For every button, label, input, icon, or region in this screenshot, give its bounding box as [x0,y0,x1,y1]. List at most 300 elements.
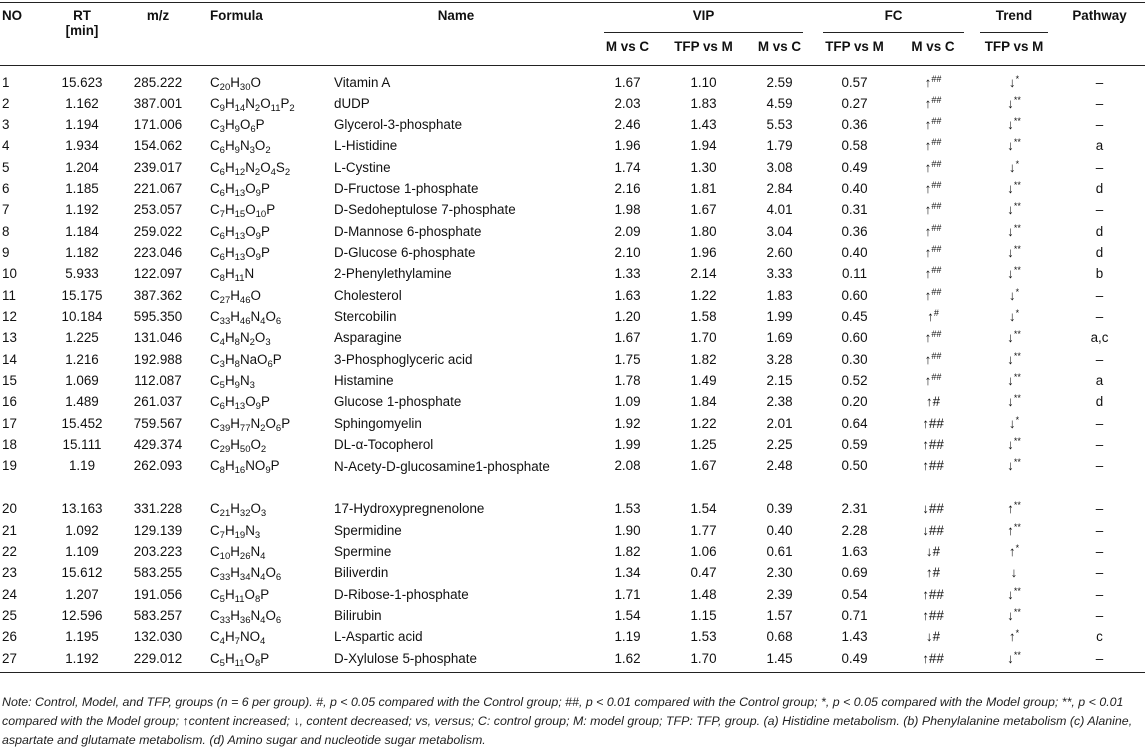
formula-part: 11 [270,102,281,114]
cell-vip-m-vs-c-2: 1.57 [766,608,793,624]
cell-fc-tfp-vs-m: 0.27 [841,95,868,111]
cell-formula [200,542,322,563]
formula-part: 2 [260,422,266,434]
cell-trend-tfp-vs-m [974,585,1054,606]
trend-arrow: ↑ [1008,629,1016,645]
formula-part: O [244,650,255,666]
significance-mark: # [933,307,939,318]
cell-pathway: – [1095,287,1104,303]
cell-fc-m-vs-c [892,542,974,563]
formula-part: H [224,586,235,602]
significance-mark: * [1015,74,1020,84]
formula-part: 13 [234,401,246,413]
formula-part: C [210,138,220,154]
cell-vip-m-vs-c-2: 2.01 [766,415,793,431]
cell-trend-tfp-vs-m [974,222,1054,243]
cell-no: 17 [2,415,17,431]
cell-fc-m-vs-c [892,115,974,136]
formula-part: H [230,75,240,90]
formula-part: O [245,223,256,239]
trend-arrow: ↑## [922,650,944,666]
cell-no: 20 [2,501,17,517]
cell-mz: 239.017 [133,159,183,175]
cell-pathway: – [1095,608,1104,624]
cell-rt: 1.194 [65,116,99,132]
trend-arrow: ↑ [924,180,932,196]
formula-part: H [224,116,235,132]
formula-part: 11 [234,657,245,669]
cell-rt: 1.19 [68,458,96,474]
cell-fc-m-vs-c [892,136,974,157]
formula-part: 5 [219,593,225,605]
cell-name: Glucose 1-phosphate [334,394,462,410]
cell-fc-m-vs-c [892,392,974,413]
formula-part: 12 [234,166,246,178]
significance-mark: ## [931,286,942,297]
formula-part: H [230,608,240,624]
cell-no: 27 [0,649,48,673]
formula-part: P [260,223,270,239]
significance-mark: ** [1013,457,1021,468]
cell-rt: 10.184 [61,308,103,324]
formula-part: N [244,266,255,282]
cell-pathway: – [1054,649,1145,673]
cell-vip-m-vs-c-2: 0.40 [766,522,793,538]
significance-mark: ** [1013,94,1021,105]
significance-mark: * [1015,543,1020,554]
cell-no: 1 [2,75,10,90]
cell-name: D-Mannose 6-phosphate [334,223,482,239]
formula-part: 4 [260,551,266,563]
cell-vip-tfp-vs-m: 2.14 [690,266,717,282]
cell-name: Glycerol-3-phosphate [334,116,463,132]
cell-trend-tfp-vs-m [974,392,1054,413]
formula-part: 9 [234,379,240,391]
significance-mark: ** [1013,371,1021,382]
cell-no: 3 [2,116,10,132]
cell-vip-tfp-vs-m: 1.49 [690,372,717,388]
cell-name: Stercobilin [334,308,397,324]
table-row [0,414,1145,435]
cell-name: dUDP [334,95,370,111]
formula-part: 19 [234,529,246,541]
cell-no: 19 [2,458,17,474]
formula-part: 6 [219,401,225,413]
cell-rt: 1.204 [65,159,99,175]
cell-no: 23 [2,565,17,581]
cell-name: Vitamin A [334,75,391,90]
cell-fc-m-vs-c [892,94,974,115]
significance-mark: ## [931,94,942,105]
table-row [0,222,1145,243]
cell-trend-tfp-vs-m [974,414,1054,435]
formula-part: C [210,458,220,474]
cell-mz: 122.097 [133,266,183,282]
formula-part: 9 [255,230,261,242]
formula-part: C [210,244,220,260]
formula-part: H [224,244,235,260]
cell-vip-m-vs-c-2: 3.33 [766,266,793,282]
cell-rt: 1.225 [65,330,99,346]
significance-mark: ## [931,265,942,276]
significance-mark: ** [1013,649,1021,660]
cell-fc-tfp-vs-m: 0.64 [841,415,868,431]
significance-mark: ** [1013,393,1021,404]
cell-vip-m-vs-c: 1.67 [614,75,641,90]
subheader-vip-tfp-vs-m: TFP vs M [665,33,742,66]
cell-fc-tfp-vs-m: 2.28 [841,522,868,538]
trend-arrow: ↑ [924,95,932,111]
cell-mz: 229.012 [116,649,200,673]
cell-vip-m-vs-c: 1.75 [614,351,641,367]
formula-part: H [224,458,235,474]
trend-arrow: ↓ [1007,458,1014,474]
cell-vip-m-vs-c: 2.08 [614,458,641,474]
trend-arrow: ↓ [1007,202,1014,218]
formula-part: N [245,522,255,538]
formula-part: O [254,330,266,346]
cell-vip-m-vs-c-2: 1.69 [766,330,793,346]
significance-mark: ** [1013,179,1021,190]
cell-formula [200,94,322,115]
formula-part: C [210,544,220,560]
cell-vip-m-vs-c-2: 2.48 [766,458,793,474]
formula-part: 33 [219,315,231,327]
trend-arrow: ↓ [1007,330,1014,346]
cell-rt: 1.934 [65,138,99,154]
cell-trend-tfp-vs-m [974,264,1054,285]
trend-arrow: ↓ [1007,608,1014,624]
cell-formula [200,264,322,285]
table-row [0,115,1145,136]
table-row [0,499,1145,520]
cell-formula [200,286,322,307]
cell-fc-m-vs-c [892,328,974,349]
cell-mz: 583.255 [133,565,183,581]
cell-pathway: – [1095,308,1104,324]
cell-pathway: – [1095,116,1104,132]
trend-arrow: ↑ [927,308,934,324]
cell-rt: 15.175 [61,287,103,303]
cell-vip-m-vs-c-2: 4.59 [766,95,793,111]
cell-vip-tfp-vs-m: 1.77 [690,522,717,538]
cell-pathway: – [1095,75,1104,90]
cell-vip-tfp-vs-m: 1.67 [690,458,717,474]
trend-arrow: ↓ [1007,244,1014,260]
trend-arrow: ↓## [922,522,944,538]
formula-part: O [250,287,261,303]
table-row [0,200,1145,221]
cell-no: 5 [2,159,10,175]
significance-mark: * [1015,158,1020,169]
header-no: NO [0,4,48,66]
cell-fc-tfp-vs-m: 0.59 [841,437,868,452]
formula-part: H [224,138,235,154]
cell-rt: 15.612 [61,565,103,581]
cell-fc-m-vs-c [892,66,974,94]
cell-fc-tfp-vs-m: 0.49 [817,649,892,673]
cell-vip-m-vs-c-2: 2.38 [766,394,793,410]
trend-arrow: ↓ [1007,95,1014,111]
table-row [0,456,1145,499]
table-row [0,371,1145,392]
table-row [0,435,1145,456]
formula-part: 3 [249,145,255,157]
formula-part: 32 [239,508,251,520]
formula-part: P [260,394,270,410]
cell-fc-m-vs-c [892,350,974,371]
cell-name: Cholesterol [334,287,402,303]
cell-formula [200,179,322,200]
cell-name: D-Ribose-1-phosphate [334,586,469,602]
significance-mark: * [1015,286,1020,297]
cell-mz: 221.067 [133,180,183,196]
formula-part: 2 [254,102,261,114]
table-row [0,94,1145,115]
cell-formula [200,136,322,157]
header-pathway: Pathway [1054,4,1145,66]
formula-part: 6 [219,251,225,263]
cell-fc-tfp-vs-m: 0.71 [841,608,868,624]
significance-mark: ** [1013,436,1021,446]
cell-vip-m-vs-c: 1.19 [614,629,641,645]
significance-mark: ## [931,74,942,84]
cell-mz: 331.228 [133,501,183,517]
formula-part: 33 [219,572,231,584]
cell-fc-tfp-vs-m: 0.45 [841,308,868,324]
cell-rt: 15.623 [61,75,103,90]
significance-mark: ## [931,350,942,361]
table-row [0,392,1145,413]
formula-part: O [250,437,261,452]
formula-part: P [260,180,270,196]
trend-arrow: ↑## [922,586,944,602]
formula-part: 8 [219,273,225,285]
cell-no: 9 [2,244,10,260]
formula-part: 26 [239,551,251,563]
subheader-fc-tfp-vs-m: TFP vs M [817,33,892,66]
formula-part: 6 [275,422,282,434]
significance-mark: ** [1013,201,1021,212]
formula-part: O [265,308,276,324]
formula-part: 9 [265,465,271,477]
formula-part: 8 [254,657,261,669]
cell-vip-m-vs-c-2: 2.30 [766,565,793,581]
formula-part: C [210,608,220,624]
cell-vip-m-vs-c: 1.33 [614,266,641,282]
cell-name: D-Xylulose 5-phosphate [322,649,590,673]
formula-part: 4 [260,636,266,648]
significance-mark: ## [931,371,942,382]
trend-arrow: ↑# [925,394,941,410]
cell-trend-tfp-vs-m [974,179,1054,200]
cell-formula [200,66,322,94]
cell-pathway: d [1095,223,1104,239]
formula-part: C [210,372,220,388]
formula-part: 5 [219,657,225,669]
cell-trend-tfp-vs-m [974,328,1054,349]
cell-fc-tfp-vs-m: 0.58 [841,138,868,154]
formula-part: H [224,372,235,388]
cell-fc-tfp-vs-m: 0.40 [841,180,868,196]
subheader-trend-tfp-vs-m: TFP vs M [974,33,1054,66]
top-rule [0,2,1145,3]
cell-name: L-Aspartic acid [334,629,423,645]
trend-arrow: ↓ [1007,138,1014,154]
formula-part: O [265,415,276,431]
cell-vip-tfp-vs-m: 1.43 [690,116,717,132]
formula-part: O [260,159,271,175]
formula-part: 50 [239,444,251,455]
cell-mz: 429.374 [133,437,183,452]
cell-mz: 132.030 [133,629,183,645]
formula-part: P [272,351,282,367]
formula-part: C [210,266,220,282]
cell-no: 11 [2,287,16,303]
formula-part: 3 [219,123,225,135]
cell-fc-m-vs-c [892,456,974,499]
formula-part: 4 [260,315,266,327]
cell-trend-tfp-vs-m [974,627,1054,648]
formula-part: 8 [254,593,261,605]
significance-mark: ** [1013,137,1021,148]
header-name: Name [322,4,590,66]
cell-mz: 259.022 [133,223,183,239]
formula-part: N [239,372,250,388]
cell-no: 26 [2,629,17,645]
trend-arrow: ↑ [924,202,932,218]
cell-formula [200,521,322,542]
cell-vip-tfp-vs-m: 1.70 [665,649,742,673]
cell-vip-m-vs-c-2: 5.53 [766,116,793,132]
formula-part: C [210,159,220,175]
cell-mz: 192.988 [133,351,183,367]
formula-part: O [254,138,266,154]
formula-part: O [245,394,256,410]
cell-vip-tfp-vs-m: 1.94 [690,138,717,154]
cell-no: 12 [2,308,17,324]
cell-no: 2 [2,95,10,111]
cell-trend-tfp-vs-m [974,158,1054,179]
cell-pathway: – [1095,565,1104,581]
cell-vip-tfp-vs-m: 1.54 [690,501,717,517]
cell-vip-m-vs-c-2: 3.08 [766,159,793,175]
formula-part: H [230,565,240,581]
table-row [0,627,1145,648]
cell-fc-m-vs-c [892,371,974,392]
cell-vip-m-vs-c-2: 1.79 [766,138,793,154]
cell-name: L-Cystine [334,159,391,175]
significance-mark: ## [931,179,942,190]
cell-vip-tfp-vs-m: 1.53 [690,629,717,645]
formula-part: 9 [234,145,240,157]
cell-trend-tfp-vs-m [974,606,1054,627]
cell-vip-m-vs-c: 1.34 [614,565,641,581]
cell-fc-m-vs-c [892,222,974,243]
cell-name: Biliverdin [334,565,389,581]
formula-part: 6 [219,145,225,157]
cell-fc-tfp-vs-m: 0.31 [841,202,868,218]
cell-pathway: – [1095,522,1104,538]
formula-part: 6 [275,315,282,327]
formula-part: N [239,330,250,346]
cell-vip-m-vs-c-2: 0.61 [766,544,793,560]
table-row [0,307,1145,328]
cell-vip-tfp-vs-m: 1.81 [690,180,717,196]
table-note: Note: Control, Model, and TFP, groups (n = 6 per group). #, p < 0.05 compared with the Control group; ##, p < 0.01 compared with the Control group; *, p < 0.05 compared with the Model group; **, p < 0.01 compared with the Model group; ↑content increased; ↓, content decreased; vs, versus; C: control group; M: model group; TFP: TFP, group. (a) Histidine metabolism. (b) Phenylalanine metabolism (c) Alanine, aspartate and glutamate metabolism. (d) Amino sugar and nucleotide sugar metabolism. [2,695,1133,747]
trend-arrow: ↑ [924,223,932,239]
cell-vip-m-vs-c: 1.82 [614,544,641,560]
formula-part: 3 [260,508,267,520]
cell-name: Asparagine [334,330,402,346]
formula-part: 6 [275,572,282,584]
cell-vip-m-vs-c: 1.98 [614,202,641,218]
formula-part: 20 [219,82,231,93]
significance-mark: ## [931,158,942,169]
cell-trend-tfp-vs-m [974,542,1054,563]
formula-part: 9 [255,251,261,263]
formula-part: C [210,522,220,538]
trend-arrow: ↓ [1007,116,1014,132]
formula-part: 7 [219,529,225,541]
cell-vip-m-vs-c: 1.62 [590,649,665,673]
cell-pathway: c [1096,629,1103,645]
table-row [0,521,1145,542]
cell-fc-m-vs-c [892,499,974,520]
cell-vip-tfp-vs-m: 1.67 [690,202,717,218]
cell-rt: 15.452 [61,415,103,431]
formula-part: C [210,308,220,324]
cell-rt: 1.195 [65,629,99,645]
formula-part: 2 [265,145,271,157]
formula-part: 46 [239,294,251,306]
formula-part: NaO [239,351,268,367]
formula-part: H [230,415,240,431]
cell-mz: 261.037 [133,394,183,410]
formula-part: O [260,95,271,111]
cell-rt: 12.596 [61,608,103,624]
cell-fc-tfp-vs-m: 1.43 [841,629,868,645]
cell-mz: 171.006 [133,116,183,132]
cell-no: 8 [2,223,10,239]
cell-fc-m-vs-c [892,606,974,627]
cell-vip-m-vs-c: 1.74 [614,159,641,175]
cell-rt: 15.111 [62,437,102,452]
cell-rt: 1.109 [65,544,99,560]
cell-no: 10 [2,266,17,282]
cell-rt: 1.489 [65,394,99,410]
cell-vip-m-vs-c-2: 2.15 [766,372,793,388]
formula-part: C [210,116,220,132]
trend-arrow: ↑ [924,138,932,154]
cell-vip-m-vs-c: 1.78 [614,372,641,388]
trend-arrow: ↑ [924,75,932,90]
formula-part: H [230,308,240,324]
cell-vip-m-vs-c-2: 1.99 [766,308,793,324]
table-row [0,328,1145,349]
cell-fc-tfp-vs-m: 0.11 [841,266,868,282]
cell-formula [200,307,322,328]
cell-pathway: – [1095,95,1104,111]
cell-trend-tfp-vs-m [974,371,1054,392]
formula-part: 4 [260,615,266,627]
cell-rt: 1.182 [65,244,99,260]
cell-mz: 387.001 [133,95,183,111]
formula-part: P [266,202,276,218]
formula-part: N [245,159,255,175]
trend-arrow: ↓ [1007,372,1014,388]
cell-pathway: b [1095,266,1104,282]
